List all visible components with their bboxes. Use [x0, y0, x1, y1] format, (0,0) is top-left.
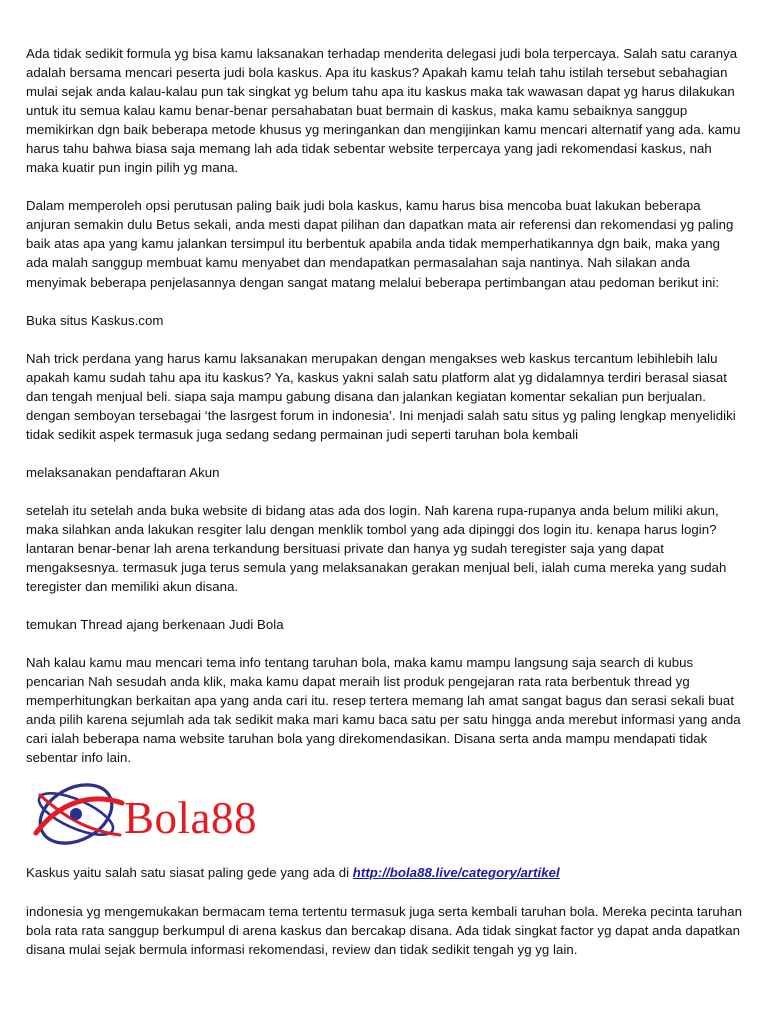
section-heading-find-thread: temukan Thread ajang berkenaan Judi Bola — [26, 617, 284, 633]
spacer — [26, 177, 742, 196]
bola88-article-link[interactable]: http://bola88.live/category/artikel — [352, 865, 560, 881]
spacer — [26, 883, 742, 902]
spacer — [26, 482, 742, 501]
link-paragraph — [26, 863, 742, 882]
link-paragraph-text: Kaskus yaitu salah satu siasat paling gede yang ada di — [26, 865, 353, 881]
section-heading-register: melaksanakan pendaftaran Akun — [26, 464, 220, 480]
logo-wordmark: Bola88 — [124, 792, 257, 843]
orbit-globe-icon — [30, 781, 126, 847]
intro-paragraph: Ada tidak sedikit formula yg bisa kamu laksanakan terhadap menderita delegasi judi bola terpercaya. Salah satu caranya adalah bersama mencari peserta judi bola kaskus. Apa itu kaskus? Apakah kamu telah tahu istilah tersebut sebahagian mulai sejak anda kalau-kalau pun tak singkat yg belum tahu apa itu kaskus maka tak wawasan dapat yg harus dilakukan untuk itu semua kalau kamu benar-benar persahabatan buat bermain di kaskus, maka kamu sebaiknya sanggup memikirkan dgn baik beberapa metode khusus yg meringankan dan mengijinkan kamu mencari alternatif yang ada. kamu harus tahu bahwa biasa saja memang lah ada tidak sebentar website terpercaya yang jadi rekomendasi kaskus, nah maka kuatir pun ingin pilih yg mana. — [26, 46, 741, 176]
register-paragraph: setelah itu setelah anda buka website di bidang atas ada dos login. Nah karena rupa-rupanya anda belum miliki akun, maka silahkan anda lakukan resgiter lalu dengan menklik tombol yang ada dipinggi dos login itu. kenapa harus login? lantaran benar-benar lah arena terkandung bersituasi private dan hanya yg sudah teregister saja yang dapat mengaksesnya. termasuk juga terus semula yang melaksanakan gerakan menjual beli, ialah cuma mereka yang sudah teregister dan memiliki akun disana. — [26, 502, 727, 595]
guide-intro-paragraph: Dalam memperoleh opsi perutusan paling baik judi bola kaskus, kamu harus bisa mencoba buat lakukan beberapa anjuran semakin dulu Betus sekali, anda mesti dapat pilihan dan dapatkan mata air referensi dan rekomendasi yg paling baik atas apa yang kamu jalankan tersimpul itu berbentuk apabila anda tidak memperhatikannya dgn baik, maka yang ada malah sanggup membuat kamu menyabet dan mendapatkan permasalahan saja nantinya. Nah silakan anda menyimak beberapa penjelasannya dengan sangat matang melalui beberapa pertimbangan atau pedoman berikut ini: — [26, 198, 734, 290]
spacer — [26, 596, 742, 615]
spacer — [26, 330, 742, 349]
bola88-logo — [30, 779, 742, 849]
spacer — [26, 292, 742, 311]
find-thread-paragraph: Nah kalau kamu mau mencari tema info tentang taruhan bola, maka kamu mampu langsung saja search di kubus pencarian Nah sesudah anda klik, maka kamu dapat meraih list produk pengejaran rata rata berbentuk thread yg memperhitungkan berkaitan apa yang anda cari itu. resep tertera memang lah amat sangat bagus dan serasi sekali buat anda pilih karena sejumlah ada tak sedikit maka mari kamu baca satu per satu hingga anda merebut informasi yang anda cari ialah beberapa nama website taruhan bola yang direkomendasikan. Disana serta anda mampu mendapati tidak sebentar info lain. — [26, 655, 741, 766]
spacer — [26, 634, 742, 653]
spacer — [26, 444, 742, 463]
open-site-paragraph: Nah trick perdana yang harus kamu laksanakan merupakan dengan mengakses web kaskus tercantum lebihlebih lalu apakah kamu sudah tahu apa itu kaskus? Ya, kaskus yakni salah satu platform alat yg didalamnya terdiri berasal siasat dan tengah menjual beli. siapa saja mampu gabung disana dan jalankan kegiatan komentar sekalian pun berjualan. dengan semboyan tersebagai ‘the lasrgest forum in indonesia’. Ini menjadi salah satu situs yg paling lengkap menyelidiki tidak sedikit aspek termasuk juga sedang sedang permainan judi seperti taruhan bola kembali — [26, 350, 736, 442]
section-heading-open-site: Buka situs Kaskus.com — [26, 312, 164, 328]
closing-paragraph: indonesia yg mengemukakan bermacam tema tertentu termasuk juga serta kembali taruhan bola. Mereka pecinta taruhan bola rata rata sanggup berkumpul di arena kaskus dan bercakap disana. Ada tidak singkat factor yg dapat anda dapatkan disana mulai sejak bermula informasi rekomendasi, review dan tidak sedikit tengah yg yg lain. — [26, 903, 742, 957]
